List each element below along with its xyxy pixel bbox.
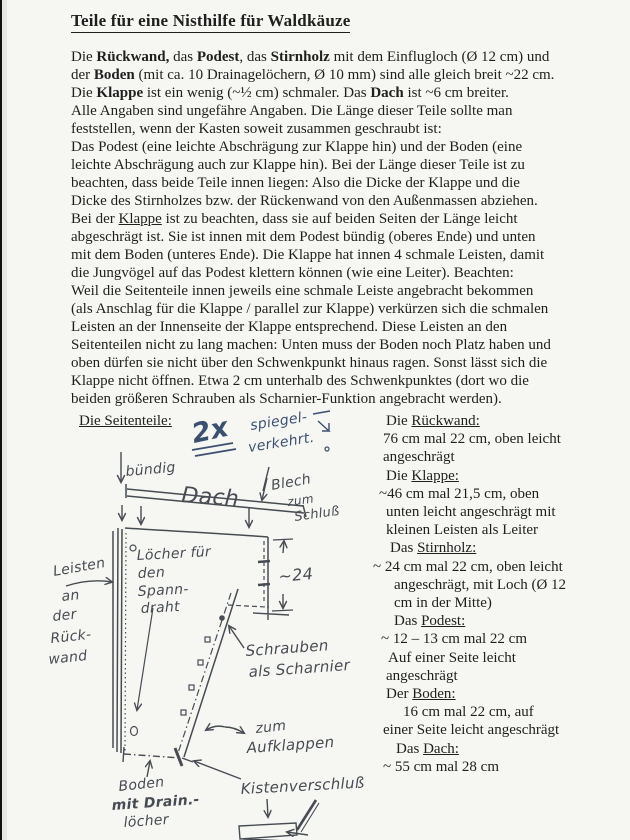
- blech-slash: [263, 467, 269, 491]
- screw-square-1: [205, 637, 210, 642]
- text-segment: cm in der Mitte): [394, 595, 492, 612]
- spanndraht-hole-top: [130, 545, 136, 551]
- text-segment: Dicke des Stirnholzes bzw. der Rückenwand von den Außenmassen abziehen.: [71, 193, 538, 209]
- spanndraht-hole-bottom: [131, 727, 138, 736]
- text-segment: leichte Abschrägung auch zur Klappe hin). Bei der Länge dieser Teile ist zu: [71, 157, 525, 173]
- hw-label-schluss: Schluß: [293, 503, 341, 525]
- hw-label-leisten-3: der: [51, 606, 78, 625]
- hw-label-schrauben-1: Schrauben: [245, 636, 330, 660]
- hw-label-2x: 2x: [189, 411, 232, 450]
- hw-label-zum-blech: zum: [286, 491, 315, 509]
- text-segment: Das: [390, 540, 418, 557]
- hw-label-leisten-1: Leisten: [51, 555, 107, 580]
- text-segment: Rückwand,: [96, 49, 170, 65]
- text-segment: (mit ca. 10 Drainagelöchern, Ø 10 mm) sind alle gleich breit ~22 cm.: [134, 67, 555, 83]
- text-segment: Bei der: [71, 211, 119, 227]
- hw-label-boden-2: mit Drain.-: [111, 791, 201, 814]
- kisten-pointer: [194, 761, 241, 779]
- text-segment: Weil die Seitenteile innen jeweils eine schmale Leiste angebracht bekommen: [71, 283, 534, 299]
- text-segment: Rückwand:: [411, 413, 480, 429]
- hinge-screw-dot: [219, 615, 225, 621]
- text-segment: einer Seite leicht angeschrägt: [383, 722, 560, 739]
- text-segment: die Jungvögel auf das Podest klettern können (wie eine Leiter). Beachten:: [71, 265, 514, 281]
- text-segment: 76 cm mal 22 cm, oben leicht: [383, 431, 561, 448]
- hw-label-boden-1: Boden: [117, 774, 166, 795]
- text-segment: angeschrägt: [386, 667, 458, 684]
- text-segment: Die: [71, 85, 97, 101]
- text-segment: Klappe: [96, 85, 144, 101]
- hw-label-spiegel: spiegel-: [249, 409, 309, 434]
- text-segment: ~46 cm mal 21,5 cm, oben: [379, 485, 540, 502]
- text-segment: Dach:: [423, 740, 459, 757]
- text-segment: , das: [239, 49, 271, 65]
- text-segment: ist zu beachten, dass sie auf beiden Seiten der Länge leicht: [161, 211, 518, 227]
- text-segment: Leisten an der Innenseite der Klappe entsprechend. Diese Leisten an den: [71, 319, 508, 335]
- text-segment: Stirnholz:: [417, 540, 477, 557]
- screw-square-3: [189, 685, 194, 690]
- text-segment: Die: [71, 49, 97, 65]
- latch-lever: [297, 800, 316, 830]
- hw-label-schrauben-2: als Scharnier: [248, 655, 351, 681]
- stirnholz-bottom-dashed: [228, 605, 266, 607]
- text-segment: Klappe:: [411, 467, 459, 484]
- dim24-top-tick: [273, 539, 293, 540]
- text-segment: Boden:: [412, 686, 456, 703]
- hw-label-boden-3: löcher: [123, 811, 170, 831]
- seitenteile-heading: Die Seitenteile:: [79, 413, 172, 429]
- dim24-arrow-up: [283, 541, 284, 553]
- aufklappen-arrow-left: [206, 726, 225, 730]
- backwall-lines: [113, 528, 122, 753]
- blech-arrow: [262, 478, 267, 500]
- text-segment: ist ein wenig (~½ cm) schmaler. Das: [143, 85, 371, 101]
- screw-square-4: [181, 710, 186, 715]
- text-segment: Der: [386, 686, 413, 703]
- text-segment: Stirnholz: [270, 49, 330, 65]
- text-segment: der: [71, 67, 94, 83]
- hw-label-verkehrt: verkehrt.: [247, 429, 316, 456]
- verkehrt-arrow: [313, 411, 330, 431]
- kisten-down-arrow: [267, 799, 268, 817]
- text-segment: Klappe: [118, 211, 162, 227]
- text-segment: unten leicht angeschrägt mit: [386, 504, 556, 521]
- hw-label-leisten-4: Rück-: [49, 626, 93, 647]
- page-title: Teile für eine Nisthilfe für Waldkäuze: [71, 11, 350, 33]
- text-segment: Das Podest (eine leichte Abschrägung zur Klappe hin) und der Boden (eine: [71, 139, 523, 155]
- hw-label-aufklappen-1: zum: [254, 717, 288, 737]
- text-segment: Boden: [93, 67, 135, 83]
- text-segment: mit dem Boden (unteres Ende). Die Klappe hat innen 4 schmale Leisten, damit: [71, 247, 545, 263]
- spanndraht-pointer: [137, 608, 153, 710]
- text-segment: 16 cm mal 22 cm, auf: [403, 704, 534, 721]
- leisten-arrow: [66, 581, 112, 586]
- hw-label-blech: Blech: [269, 471, 313, 494]
- hw-label-dim24: ~24: [277, 564, 314, 586]
- bottom-left-tick: [123, 747, 124, 762]
- text-segment: Seitenteilen nicht zu lang machen: Unten muss der Boden noch Platz haben und: [71, 337, 551, 353]
- hw-label-kistenverschluss: Kistenverschluß: [240, 773, 365, 798]
- hw-label-loecher-3: Spann-: [137, 581, 190, 600]
- bottom-short-line: [182, 758, 193, 762]
- text-segment: ~ 55 cm mal 28 cm: [383, 758, 500, 775]
- text-segment: (als Anschlag für die Klappe / parallel zur Klappe) verkürzen sich die schmalen: [71, 301, 549, 317]
- text-segment: Das: [394, 613, 422, 630]
- text-segment: beachten, dass beide Teile innen liegen: Also die Dicke der Klappe und die: [71, 175, 520, 191]
- text-segment: ~ 12 – 13 cm mal 22 cm: [381, 631, 528, 648]
- hw-label-loecher-4: draht: [140, 598, 181, 617]
- text-segment: Auf einer Seite leicht: [388, 649, 516, 666]
- bottom-dashdot: [124, 754, 181, 758]
- hw-label-leisten-2: an: [60, 587, 81, 605]
- text-segment: abgeschrägt ist. Sie ist innen mit dem Podest bündig (oberes Ende) und unten: [71, 229, 536, 245]
- aufklappen-arrow-right: [225, 727, 244, 733]
- text-segment: Die: [386, 467, 412, 484]
- dim24-bottom-tick: [272, 610, 293, 611]
- text-segment: kleinen Leisten als Leiter: [386, 522, 539, 539]
- hw-label-aufklappen-2: Aufklappen: [246, 732, 335, 757]
- text-segment: angeschrägt, mit Loch (Ø 12: [394, 576, 567, 593]
- text-segment: Die: [386, 413, 412, 429]
- schrauben-arrow: [229, 626, 244, 648]
- backwall-dotted: [125, 533, 126, 751]
- verkehrt-dot: [325, 447, 329, 451]
- text-segment: Podest: [196, 49, 240, 65]
- hw-label-buendig: bündig: [124, 459, 177, 480]
- flap-solid-line: [184, 589, 238, 757]
- text-segment: Alle Angaben sind ungefähre Angaben. Die Länge dieser Teile sollte man: [71, 103, 513, 119]
- text-segment: Podest:: [421, 613, 466, 630]
- boden-arrow: [147, 761, 150, 777]
- screw-square-2: [198, 660, 203, 665]
- stirnholz-bottom-ticks: [253, 606, 289, 620]
- text-segment: ist ~6 cm breiter.: [403, 85, 509, 101]
- hw-label-leisten-5: wand: [47, 647, 89, 668]
- hw-label-dach: Dach: [180, 483, 240, 513]
- text-segment: angeschrägt: [383, 449, 455, 466]
- text-segment: mit dem Einflugloch (Ø 12 cm) und: [329, 49, 550, 65]
- text-segment: beiden größeren Schrauben als Scharnier-Funktion angebracht werden).: [71, 391, 502, 407]
- text-segment: feststellen, wenn der Kasten soweit zusammen geschraubt ist:: [71, 121, 442, 137]
- text-segment: ~ 24 cm mal 22 cm, oben leicht: [373, 558, 563, 575]
- text-segment: Dach: [370, 85, 404, 101]
- hw-label-loecher-2: den: [137, 564, 166, 582]
- text-segment: Das: [396, 740, 424, 757]
- box-top-edge: [125, 528, 268, 537]
- text-segment: oben dürfen sie nicht über den Schwenkpunkt hinaus ragen. Sonst lässt sich die: [71, 355, 548, 371]
- text-segment: das: [169, 49, 197, 65]
- hw-label-loecher-1: Löcher für: [136, 544, 212, 564]
- text-segment: Klappe nicht öffnen. Etwa 2 cm unterhalb des Schwenkpunktes (dort wo die: [71, 373, 529, 389]
